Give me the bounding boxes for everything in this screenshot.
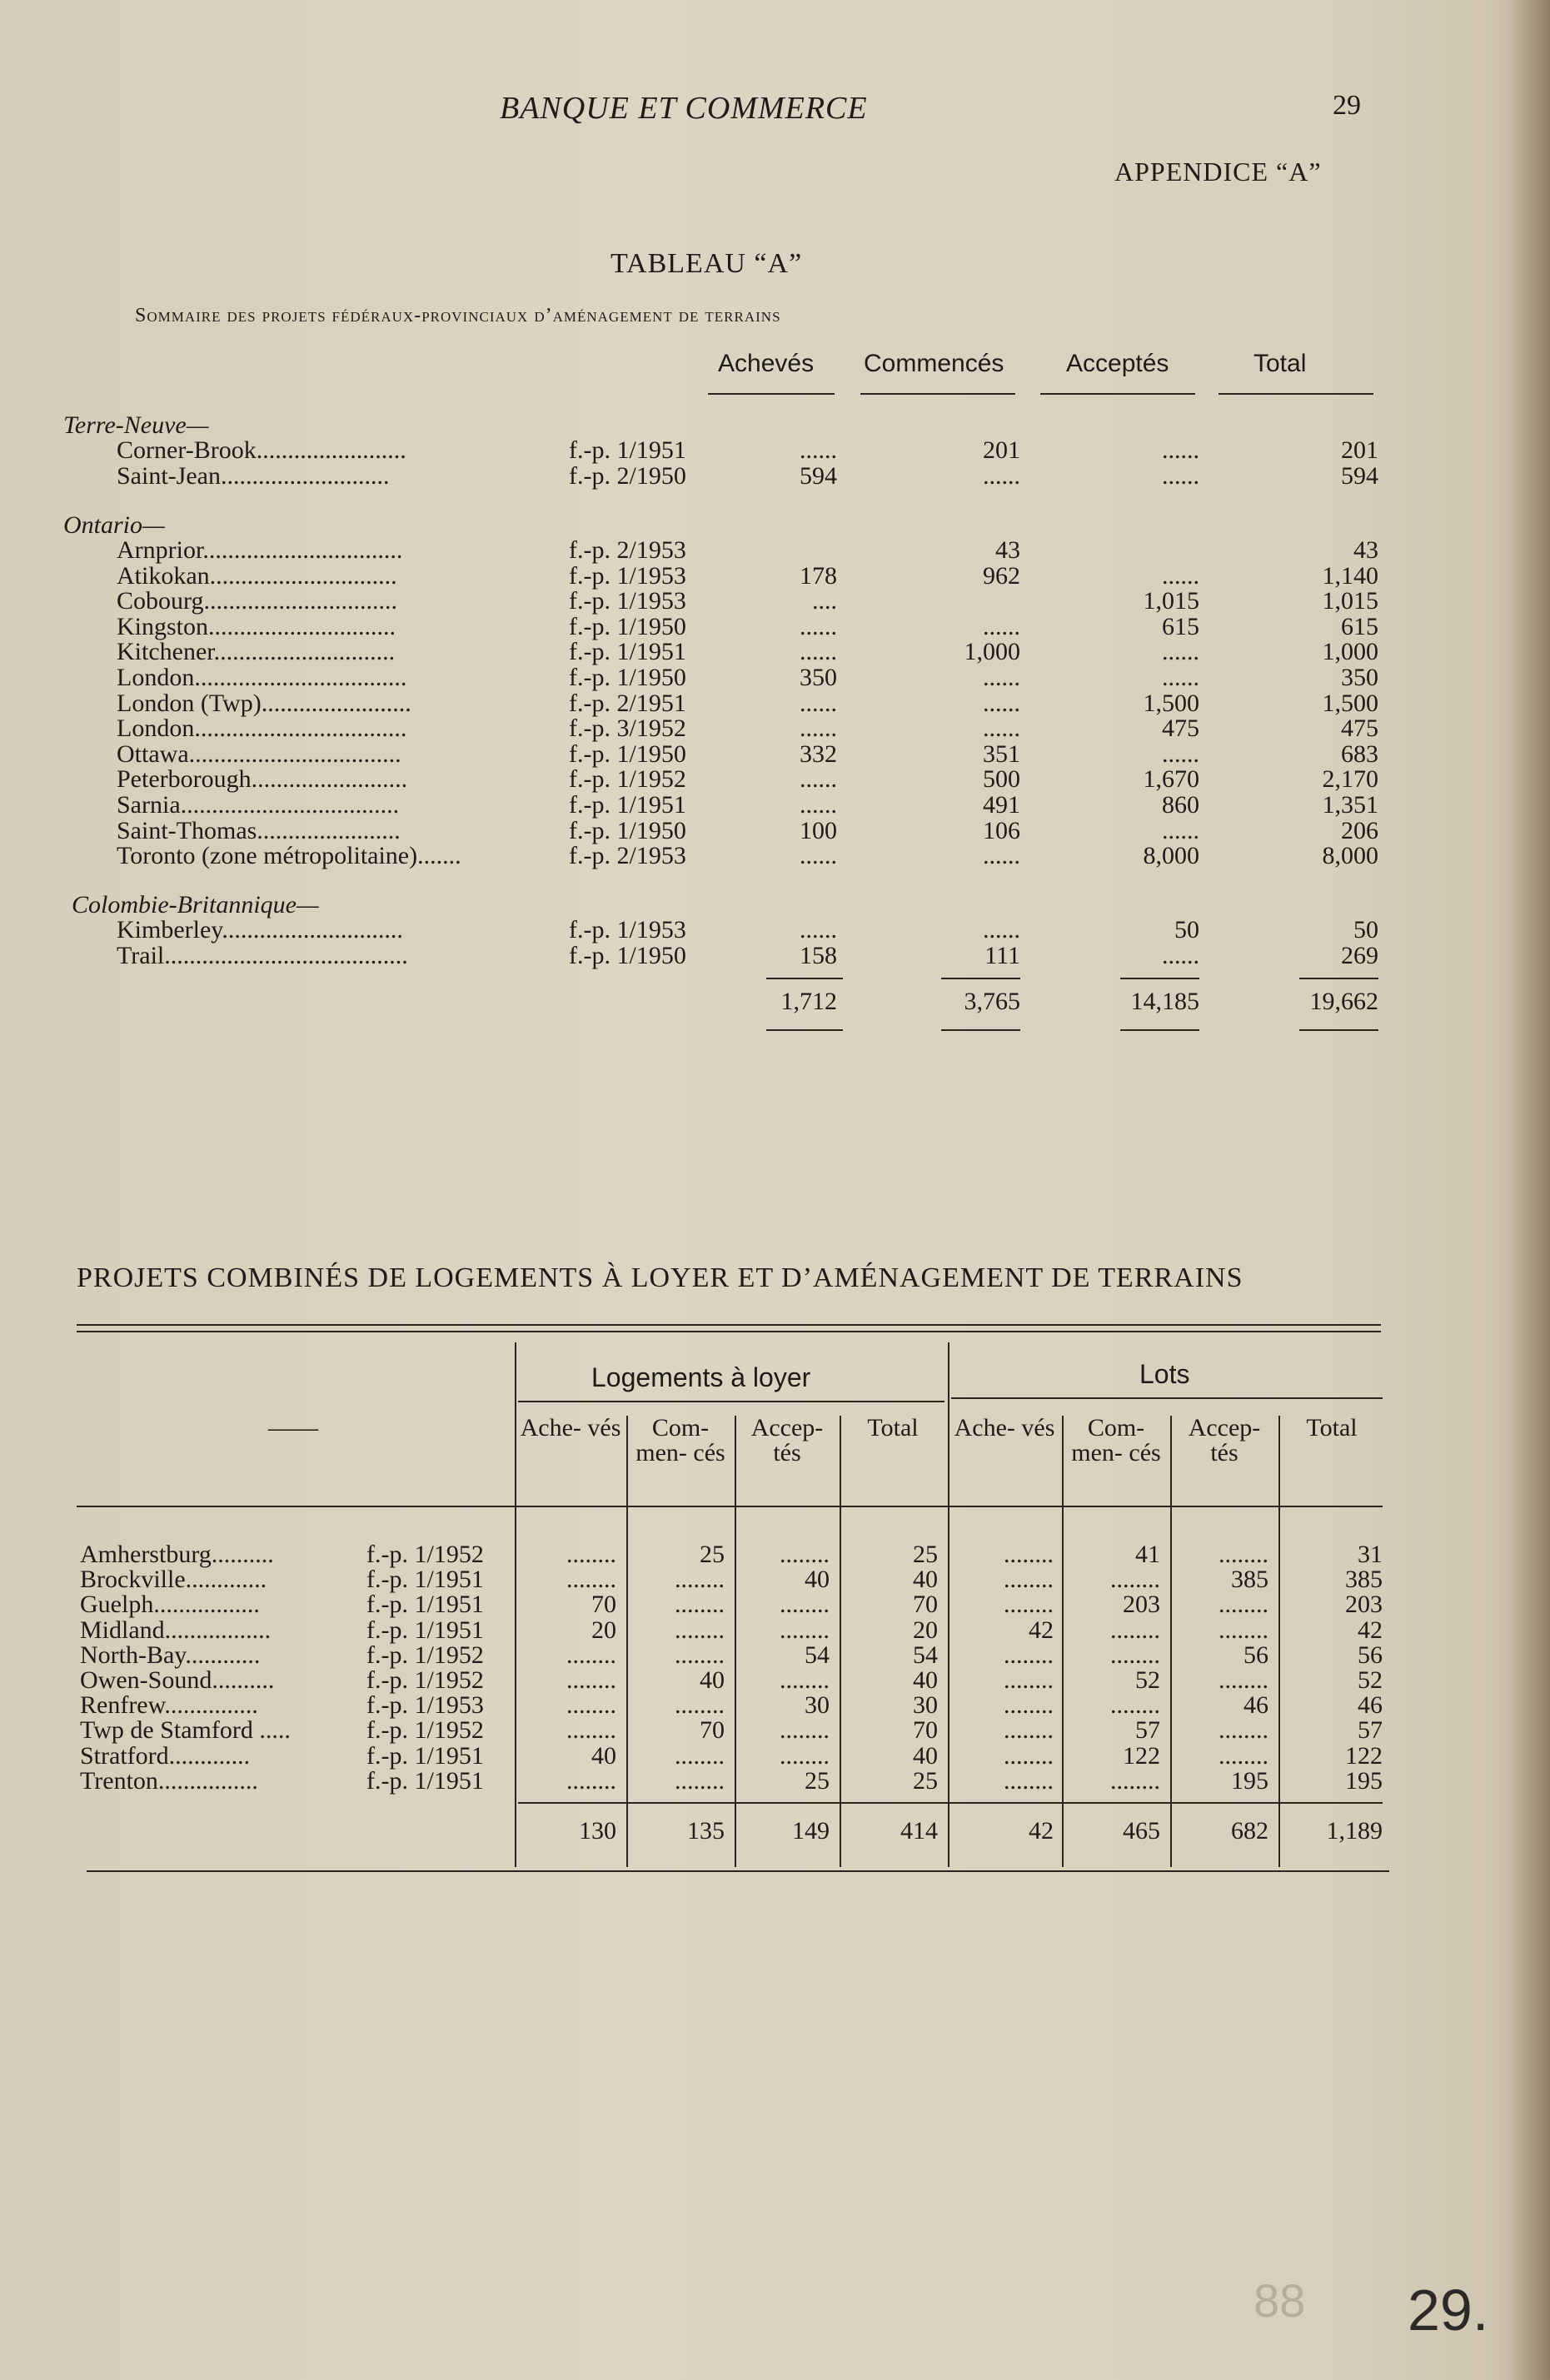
cell-value: ...... (1162, 638, 1199, 665)
total-rule (941, 978, 1020, 979)
cell-value: 56 (1243, 1641, 1268, 1669)
cell-value: ...... (800, 842, 837, 869)
row-name: Peterborough......................... (117, 765, 408, 793)
subcolumn-header: Com- men- cés (1071, 1414, 1161, 1466)
row-code: f.-p. 3/1952 (569, 714, 686, 742)
cell-value: ...... (983, 842, 1020, 869)
cell-value: ...... (1162, 562, 1199, 590)
cell-value: 2,170 (1322, 765, 1378, 793)
cell-value: 54 (805, 1641, 830, 1669)
cell-value: ........ (1004, 1742, 1054, 1770)
cell-value: ...... (1162, 436, 1199, 464)
cell-value: ........ (1004, 1767, 1054, 1795)
cell-value: 962 (983, 562, 1020, 590)
cell-value: 42 (1029, 1616, 1054, 1644)
column-divider (1278, 1416, 1280, 1867)
row-name: Sarnia................................... (117, 791, 400, 819)
cell-value: ........ (1219, 1591, 1268, 1618)
header-bottom-rule (77, 1506, 1383, 1507)
cell-value: 43 (1353, 536, 1378, 564)
cell-value: 178 (800, 562, 837, 590)
cell-value: 25 (913, 1767, 938, 1795)
cell-value: 1,500 (1143, 690, 1199, 717)
cell-value: 385 (1345, 1566, 1383, 1593)
row-code: f.-p. 1/1951 (569, 791, 686, 819)
row-name: Trail....................................... (117, 942, 408, 969)
cell-value: ........ (1004, 1566, 1054, 1593)
table-top-rule (77, 1324, 1381, 1326)
cell-value: ........ (566, 1691, 616, 1719)
cell-value: ...... (983, 916, 1020, 944)
cell-value: 500 (983, 765, 1020, 793)
row-name: Trenton................ (80, 1767, 258, 1795)
cell-value: 1,000 (1322, 638, 1378, 665)
row-code: f.-p. 1/1951 (366, 1566, 484, 1593)
cell-value: ........ (1004, 1691, 1054, 1719)
cell-value: 25 (700, 1541, 725, 1568)
cell-value: ........ (1004, 1541, 1054, 1568)
row-name: Midland................. (80, 1616, 272, 1644)
row-code: f.-p. 1/1952 (366, 1641, 484, 1669)
region-heading: Terre-Neuve— (63, 411, 209, 439)
cell-value: ...... (1162, 462, 1199, 490)
row-code: f.-p. 2/1953 (569, 536, 686, 564)
cell-value: 351 (983, 740, 1020, 768)
cell-value: 52 (1358, 1666, 1383, 1694)
col-header-acceptes: Acceptés (1066, 350, 1169, 377)
cell-value: 491 (983, 791, 1020, 819)
row-code: f.-p. 1/1950 (569, 740, 686, 768)
cell-value: 203 (1345, 1591, 1383, 1618)
total-value: 414 (900, 1817, 938, 1845)
row-code: f.-p. 1/1950 (569, 817, 686, 844)
table-top-rule (77, 1331, 1381, 1332)
page-stamp: 29. (1408, 2278, 1489, 2343)
row-name: Stratford............. (80, 1742, 251, 1770)
col-header-commences: Commencés (864, 350, 1004, 377)
book-spine-shadow (1504, 0, 1550, 2380)
cell-value: ...... (800, 638, 837, 665)
cell-value: ........ (1004, 1641, 1054, 1669)
cell-value: 40 (700, 1666, 725, 1694)
cell-value: 46 (1358, 1691, 1383, 1719)
cell-value: ........ (566, 1541, 616, 1568)
row-name: London (Twp)........................ (117, 690, 411, 717)
cell-value: .... (812, 587, 837, 615)
cell-value: 201 (1341, 436, 1378, 464)
cell-value: ........ (780, 1666, 830, 1694)
subcolumn-header: Accep- tés (1188, 1414, 1261, 1466)
page-number: 29 (1333, 90, 1361, 121)
cell-value: 30 (805, 1691, 830, 1719)
row-code: f.-p. 1/1951 (569, 638, 686, 665)
column-divider (948, 1342, 949, 1867)
cell-value: 41 (1135, 1541, 1160, 1568)
group-header-lots: Lots (1139, 1359, 1190, 1389)
cell-value: 70 (913, 1716, 938, 1744)
row-name: Cobourg............................... (117, 587, 397, 615)
cell-value: 70 (700, 1716, 725, 1744)
cell-value: ........ (1110, 1767, 1160, 1795)
cell-value: 42 (1358, 1616, 1383, 1644)
subcolumn-header: Ache- vés (954, 1414, 1055, 1441)
cell-value: 40 (591, 1742, 616, 1770)
cell-value: 122 (1345, 1742, 1383, 1770)
cell-value: ...... (800, 765, 837, 793)
cell-value: 57 (1358, 1716, 1383, 1744)
cell-value: 475 (1341, 714, 1378, 742)
cell-value: ........ (1219, 1666, 1268, 1694)
subcolumn-header: Com- men- cés (635, 1414, 725, 1466)
row-code: f.-p. 1/1950 (569, 613, 686, 640)
cell-value: ...... (1162, 942, 1199, 969)
totals-rule (518, 1802, 1383, 1804)
total-value: 1,189 (1326, 1817, 1383, 1845)
cell-value: 111 (984, 942, 1020, 969)
cell-value: ........ (1110, 1566, 1160, 1593)
cell-value: 683 (1341, 740, 1378, 768)
subcolumn-header: Total (867, 1414, 919, 1441)
row-name: North-Bay............ (80, 1641, 261, 1669)
cell-value: 350 (800, 664, 837, 691)
total-underline (1299, 1029, 1378, 1031)
row-name: Kimberley............................. (117, 916, 403, 944)
cell-value: ........ (675, 1566, 725, 1593)
cell-value: 50 (1353, 916, 1378, 944)
cell-value: ...... (983, 613, 1020, 640)
cell-value: ........ (566, 1767, 616, 1795)
row-code: f.-p. 1/1952 (569, 765, 686, 793)
cell-value: 70 (591, 1591, 616, 1618)
cell-value: 201 (983, 436, 1020, 464)
row-code: f.-p. 1/1950 (569, 942, 686, 969)
row-code: f.-p. 2/1951 (569, 690, 686, 717)
cell-value: 30 (913, 1691, 938, 1719)
cell-value: 8,000 (1322, 842, 1378, 869)
cell-value: ........ (1219, 1541, 1268, 1568)
row-code: f.-p. 1/1951 (366, 1742, 484, 1770)
row-name: Amherstburg.......... (80, 1541, 274, 1568)
cell-value: ...... (983, 462, 1020, 490)
row-name: Saint-Thomas....................... (117, 817, 401, 844)
cell-value: 50 (1174, 916, 1199, 944)
cell-value: ...... (800, 916, 837, 944)
subcolumn-header: Total (1306, 1414, 1358, 1441)
cell-value: 46 (1243, 1691, 1268, 1719)
col-header-total: Total (1253, 350, 1307, 377)
cell-value: ........ (780, 1742, 830, 1770)
cell-value: 56 (1358, 1641, 1383, 1669)
cell-value: ........ (675, 1591, 725, 1618)
row-name: London.................................. (117, 664, 407, 691)
row-code: f.-p. 2/1953 (569, 842, 686, 869)
cell-value: ........ (566, 1641, 616, 1669)
group-header-logements: Logements à loyer (591, 1362, 811, 1392)
cell-value: ...... (983, 690, 1020, 717)
cell-value: 195 (1345, 1767, 1383, 1795)
cell-value: 1,500 (1322, 690, 1378, 717)
total-commences: 3,765 (964, 988, 1020, 1015)
row-name: Toronto (zone métropolitaine)....... (117, 842, 461, 869)
cell-value: 43 (995, 536, 1020, 564)
total-acceptes: 14,185 (1130, 988, 1199, 1015)
total-underline (941, 1029, 1020, 1031)
total-value: 149 (792, 1817, 830, 1845)
cell-value: ........ (1110, 1641, 1160, 1669)
row-name: Arnprior................................ (117, 536, 403, 564)
cell-value: ........ (675, 1616, 725, 1644)
cell-value: ...... (1162, 817, 1199, 844)
cell-value: 122 (1123, 1742, 1160, 1770)
row-code: f.-p. 1/1952 (366, 1716, 484, 1744)
cell-value: ........ (780, 1716, 830, 1744)
cell-value: 40 (913, 1566, 938, 1593)
cell-value: ........ (1004, 1591, 1054, 1618)
row-name: Twp de Stamford ..... (80, 1716, 291, 1744)
total-underline (766, 1029, 843, 1031)
cell-value: ........ (1004, 1716, 1054, 1744)
row-name: Kingston.............................. (117, 613, 396, 640)
table-bottom-rule (87, 1870, 1389, 1872)
cell-value: ........ (566, 1666, 616, 1694)
cell-value: 594 (1341, 462, 1378, 490)
cell-value: 100 (800, 817, 837, 844)
row-name: Corner-Brook........................ (117, 436, 406, 464)
cell-value: 269 (1341, 942, 1378, 969)
subcolumn-header: Accep- tés (750, 1414, 824, 1466)
cell-value: ........ (780, 1591, 830, 1618)
header-rule (708, 393, 835, 395)
total-value: 42 (1029, 1817, 1054, 1845)
total-total: 19,662 (1309, 988, 1378, 1015)
row-name: Guelph................. (80, 1591, 260, 1618)
cell-value: ...... (800, 690, 837, 717)
row-code: f.-p. 1/1953 (366, 1691, 484, 1719)
column-divider (626, 1416, 628, 1867)
cell-value: 52 (1135, 1666, 1160, 1694)
appendix-label: APPENDICE “A” (1114, 157, 1322, 187)
total-rule (766, 978, 843, 979)
row-code: f.-p. 1/1951 (366, 1591, 484, 1618)
cell-value: 158 (800, 942, 837, 969)
region-heading: Ontario— (63, 511, 165, 539)
total-value: 135 (687, 1817, 725, 1845)
cell-value: ........ (1219, 1616, 1268, 1644)
cell-value: 106 (983, 817, 1020, 844)
cell-value: ...... (800, 613, 837, 640)
row-code: f.-p. 1/1951 (366, 1767, 484, 1795)
projets-combines-title: PROJETS COMBINÉS DE LOGEMENTS À LOYER ET D’AMÉNAGEMENT DE TERRAINS (77, 1262, 1243, 1293)
row-name: Renfrew............... (80, 1691, 258, 1719)
total-value: 682 (1231, 1817, 1268, 1845)
row-code: f.-p. 1/1952 (366, 1666, 484, 1694)
column-divider (1062, 1416, 1064, 1867)
header-rule (1219, 393, 1373, 395)
row-code: f.-p. 1/1950 (569, 664, 686, 691)
cell-value: 594 (800, 462, 837, 490)
cell-value: ........ (780, 1616, 830, 1644)
header-rule (1040, 393, 1195, 395)
row-code: f.-p. 1/1953 (569, 562, 686, 590)
cell-value: ........ (675, 1641, 725, 1669)
cell-value: 25 (805, 1767, 830, 1795)
cell-value: 615 (1162, 613, 1199, 640)
total-rule (1299, 978, 1378, 979)
tableau-a-subtitle: Sommaire des projets fédéraux-provinciaux d’aménagement de terrains (135, 305, 781, 326)
cell-value: 31 (1358, 1541, 1383, 1568)
cell-value: 1,015 (1143, 587, 1199, 615)
total-acheves: 1,712 (780, 988, 837, 1015)
cell-value: ...... (800, 791, 837, 819)
row-code: f.-p. 1/1952 (366, 1541, 484, 1568)
cell-value: ...... (1162, 740, 1199, 768)
cell-value: 1,670 (1143, 765, 1199, 793)
cell-value: 615 (1341, 613, 1378, 640)
cell-value: ...... (1162, 664, 1199, 691)
cell-value: 70 (913, 1591, 938, 1618)
running-head: BANQUE ET COMMERCE (500, 91, 868, 126)
cell-value: 1,140 (1322, 562, 1378, 590)
tableau-a-title: TABLEAU “A” (611, 248, 803, 279)
cell-value: 20 (913, 1616, 938, 1644)
cell-value: 195 (1231, 1767, 1268, 1795)
cell-value: ........ (1004, 1666, 1054, 1694)
column-divider (840, 1416, 841, 1867)
row-name: Atikokan.............................. (117, 562, 397, 590)
cell-value: ........ (1110, 1616, 1160, 1644)
cell-value: 25 (913, 1541, 938, 1568)
row-name: London.................................. (117, 714, 407, 742)
cell-value: 54 (913, 1641, 938, 1669)
cell-value: 332 (800, 740, 837, 768)
stub-header: —— (268, 1414, 318, 1441)
cell-value: 8,000 (1143, 842, 1199, 869)
cell-value: 203 (1123, 1591, 1160, 1618)
cell-value: 1,000 (964, 638, 1020, 665)
total-value: 130 (579, 1817, 616, 1845)
cell-value: ...... (983, 664, 1020, 691)
cell-value: 206 (1341, 817, 1378, 844)
cell-value: 860 (1162, 791, 1199, 819)
row-name: Ottawa.................................. (117, 740, 401, 768)
cell-value: ...... (800, 714, 837, 742)
group-rule (951, 1397, 1383, 1399)
cell-value: ........ (566, 1566, 616, 1593)
cell-value: 40 (913, 1742, 938, 1770)
cell-value: ...... (983, 714, 1020, 742)
row-code: f.-p. 1/1951 (366, 1616, 484, 1644)
cell-value: 40 (805, 1566, 830, 1593)
group-rule (518, 1401, 944, 1402)
row-code: f.-p. 1/1953 (569, 916, 686, 944)
cell-value: ...... (800, 436, 837, 464)
total-underline (1120, 1029, 1199, 1031)
cell-value: 385 (1231, 1566, 1268, 1593)
cell-value: ........ (675, 1767, 725, 1795)
cell-value: ........ (566, 1716, 616, 1744)
row-name: Brockville............. (80, 1566, 267, 1593)
total-rule (1120, 978, 1199, 979)
row-name: Saint-Jean........................... (117, 462, 390, 490)
row-code: f.-p. 1/1953 (569, 587, 686, 615)
column-divider (515, 1342, 516, 1867)
cell-value: ........ (780, 1541, 830, 1568)
subcolumn-header: Ache- vés (520, 1414, 621, 1441)
cell-value: ........ (1110, 1691, 1160, 1719)
cell-value: 475 (1162, 714, 1199, 742)
column-divider (1170, 1416, 1172, 1867)
header-rule (860, 393, 1015, 395)
cell-value: 1,351 (1322, 791, 1378, 819)
cell-value: ........ (675, 1691, 725, 1719)
column-divider (735, 1416, 736, 1867)
row-name: Kitchener............................. (117, 638, 396, 665)
row-code: f.-p. 2/1950 (569, 462, 686, 490)
cell-value: ........ (675, 1742, 725, 1770)
cell-value: 20 (591, 1616, 616, 1644)
cell-value: 350 (1341, 664, 1378, 691)
cell-value: 40 (913, 1666, 938, 1694)
cell-value: ........ (1219, 1742, 1268, 1770)
col-header-acheves: Achevés (718, 350, 815, 377)
cell-value: ........ (1219, 1716, 1268, 1744)
row-code: f.-p. 1/1951 (569, 436, 686, 464)
cell-value: 57 (1135, 1716, 1160, 1744)
row-name: Owen-Sound.......... (80, 1666, 275, 1694)
faint-stamp: 88 (1253, 2274, 1306, 2327)
cell-value: 1,015 (1322, 587, 1378, 615)
region-heading: Colombie-Britannique— (72, 891, 319, 919)
total-value: 465 (1123, 1817, 1160, 1845)
